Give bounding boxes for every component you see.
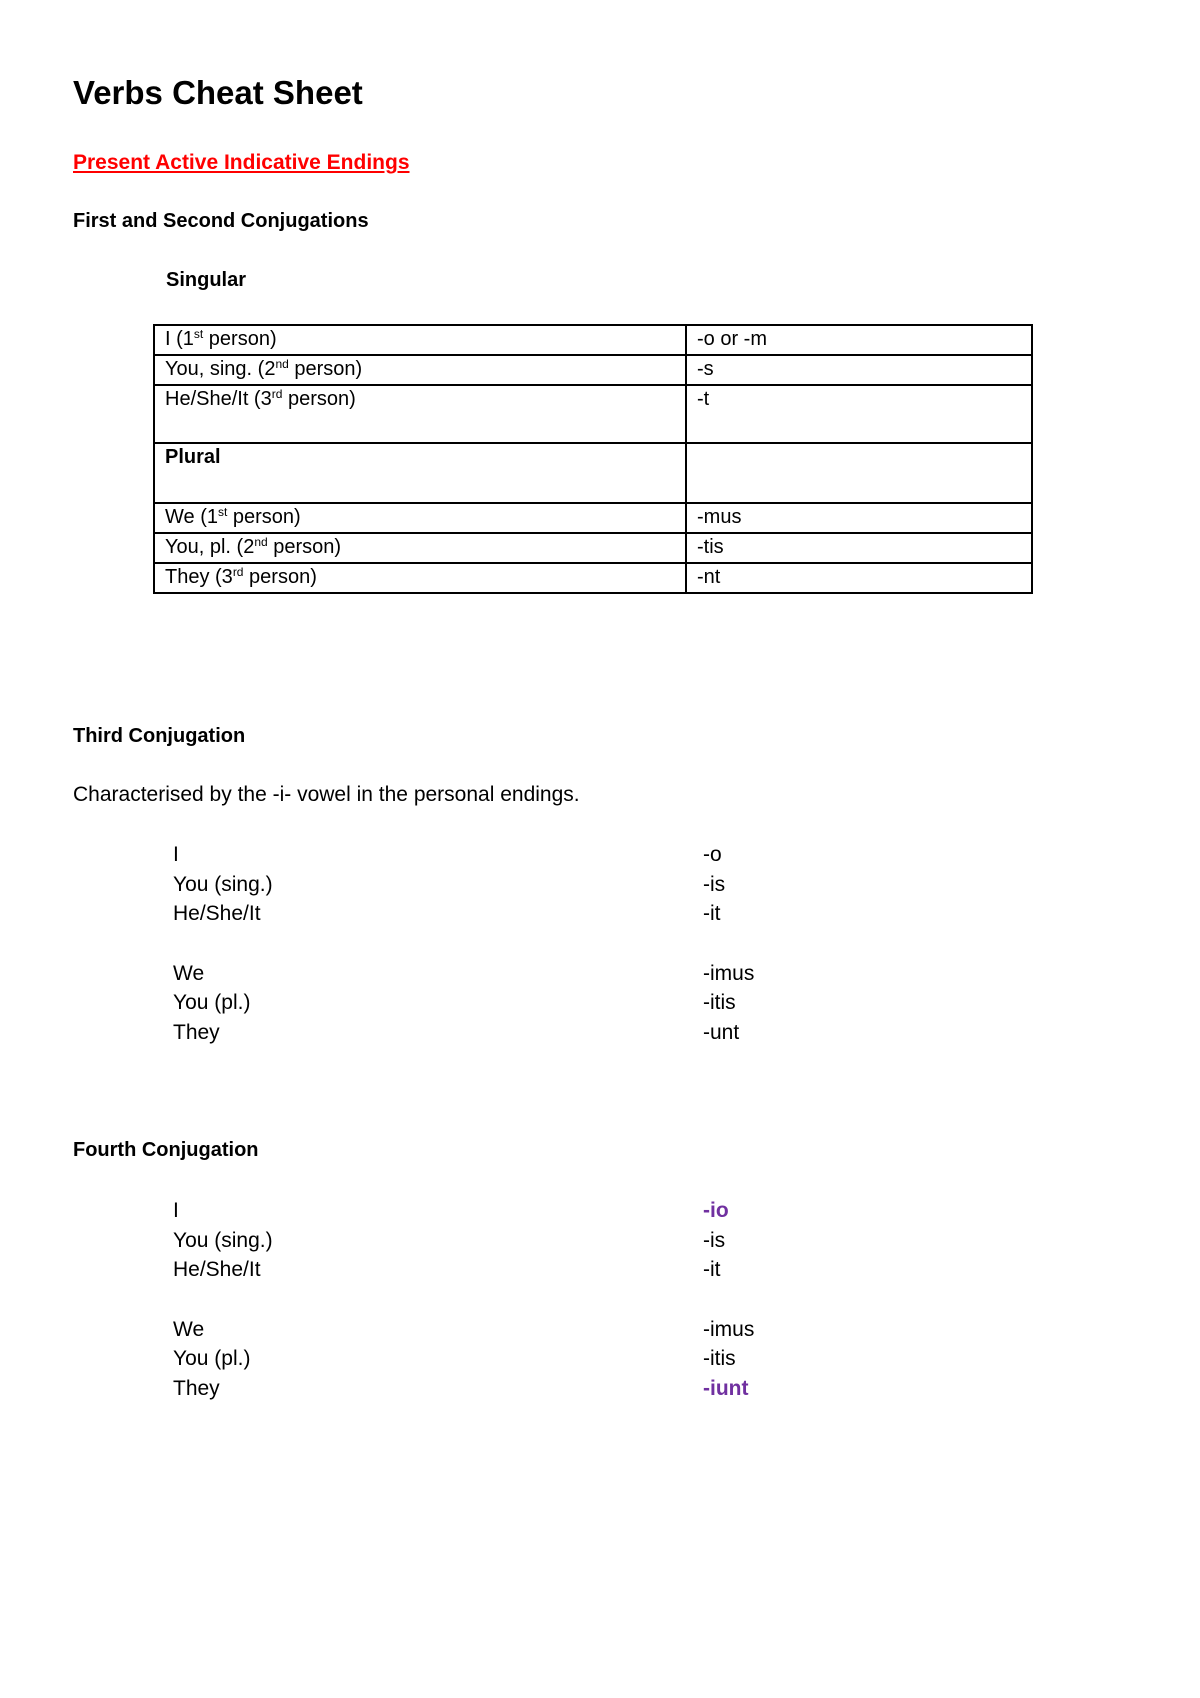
ending-cell: -mus [686, 503, 1032, 533]
person-text: person) [288, 358, 363, 380]
list-item [173, 899, 873, 929]
plural-label: Plural [154, 443, 686, 503]
page-title: Verbs Cheat Sheet [73, 74, 363, 111]
fourth-conjugation-list [173, 1196, 873, 1403]
list-item [173, 870, 873, 900]
ordinal-suffix: nd [275, 357, 289, 371]
list-item [173, 1196, 873, 1226]
person-text: They (3 [165, 566, 233, 588]
table-row-plural-header [154, 443, 1032, 503]
ending-text: -is [703, 872, 726, 896]
person-cell [154, 533, 686, 563]
ordinal-suffix: st [217, 505, 228, 519]
singular-label: Singular [166, 269, 247, 291]
third-conjugation-description: Characterised by the -i- vowel in the personal endings. [73, 783, 580, 806]
table-row [154, 355, 1032, 385]
ending-text-highlighted: -iunt [703, 1376, 749, 1400]
person-cell [154, 385, 686, 443]
ending-text: -itis [703, 991, 736, 1014]
person-text: You (pl.) [173, 1347, 251, 1370]
ending-text: -itis [703, 1347, 736, 1370]
person-text: You (sing.) [173, 872, 273, 896]
person-cell [154, 325, 686, 355]
section-heading-fourth: Fourth Conjugation [73, 1139, 259, 1161]
list-item [173, 840, 873, 870]
person-text: person) [243, 566, 317, 588]
list-item [173, 1315, 873, 1345]
endings-table [153, 324, 1033, 594]
empty-cell [686, 443, 1032, 503]
ending-text: -it [703, 902, 721, 925]
person-text: He/She/It (3 [165, 388, 272, 410]
ending-text: -it [703, 1258, 721, 1281]
person-text: We [173, 961, 205, 985]
list-item [173, 1255, 873, 1285]
person-cell [154, 503, 686, 533]
ending-cell: -o or -m [686, 325, 1032, 355]
person-text: I (1 [165, 328, 194, 350]
person-text: You, pl. (2 [165, 536, 255, 558]
ending-text: -o [703, 843, 722, 866]
person-text: I [173, 843, 179, 866]
third-conjugation-list [173, 840, 873, 1047]
ending-text: -imus [703, 961, 755, 985]
person-text: We (1 [165, 506, 218, 528]
person-text: They [173, 1376, 220, 1400]
ending-cell: -t [686, 385, 1032, 443]
person-text: He/She/It [173, 902, 261, 925]
section-heading-third: Third Conjugation [73, 725, 246, 747]
table-row [154, 503, 1032, 533]
ending-cell: -s [686, 355, 1032, 385]
person-text: person) [227, 506, 301, 528]
list-spacer [173, 929, 873, 959]
ending-text-highlighted: -io [703, 1199, 729, 1222]
ending-text: -unt [703, 1020, 740, 1044]
ordinal-suffix: rd [271, 387, 283, 401]
person-text: You, sing. (2 [165, 358, 276, 380]
person-text: They [173, 1020, 220, 1044]
person-text: We [173, 1317, 205, 1341]
list-spacer [173, 1285, 873, 1315]
list-item [173, 959, 873, 989]
list-item [173, 1226, 873, 1256]
list-item [173, 988, 873, 1018]
table-row [154, 533, 1032, 563]
page-subtitle: Present Active Indicative Endings [73, 151, 410, 174]
ending-cell: -tis [686, 533, 1032, 563]
person-text: He/She/It [173, 1258, 261, 1281]
person-cell [154, 563, 686, 593]
ordinal-suffix: nd [254, 535, 268, 549]
ordinal-suffix: st [193, 327, 204, 341]
table-row [154, 385, 1032, 443]
person-text: person) [267, 536, 342, 558]
person-text: I [173, 1199, 179, 1222]
list-item [173, 1018, 873, 1048]
person-text: You (sing.) [173, 1228, 273, 1252]
person-cell [154, 355, 686, 385]
ordinal-suffix: rd [232, 565, 244, 579]
table-row [154, 325, 1032, 355]
list-item [173, 1344, 873, 1374]
ending-cell: -nt [686, 563, 1032, 593]
ending-text: -is [703, 1228, 726, 1252]
person-text: You (pl.) [173, 991, 251, 1014]
person-text: person) [203, 328, 277, 350]
list-item [173, 1374, 873, 1404]
section-heading-first-second: First and Second Conjugations [73, 210, 369, 232]
person-text: person) [282, 388, 356, 410]
ending-text: -imus [703, 1317, 755, 1341]
table-row [154, 563, 1032, 593]
